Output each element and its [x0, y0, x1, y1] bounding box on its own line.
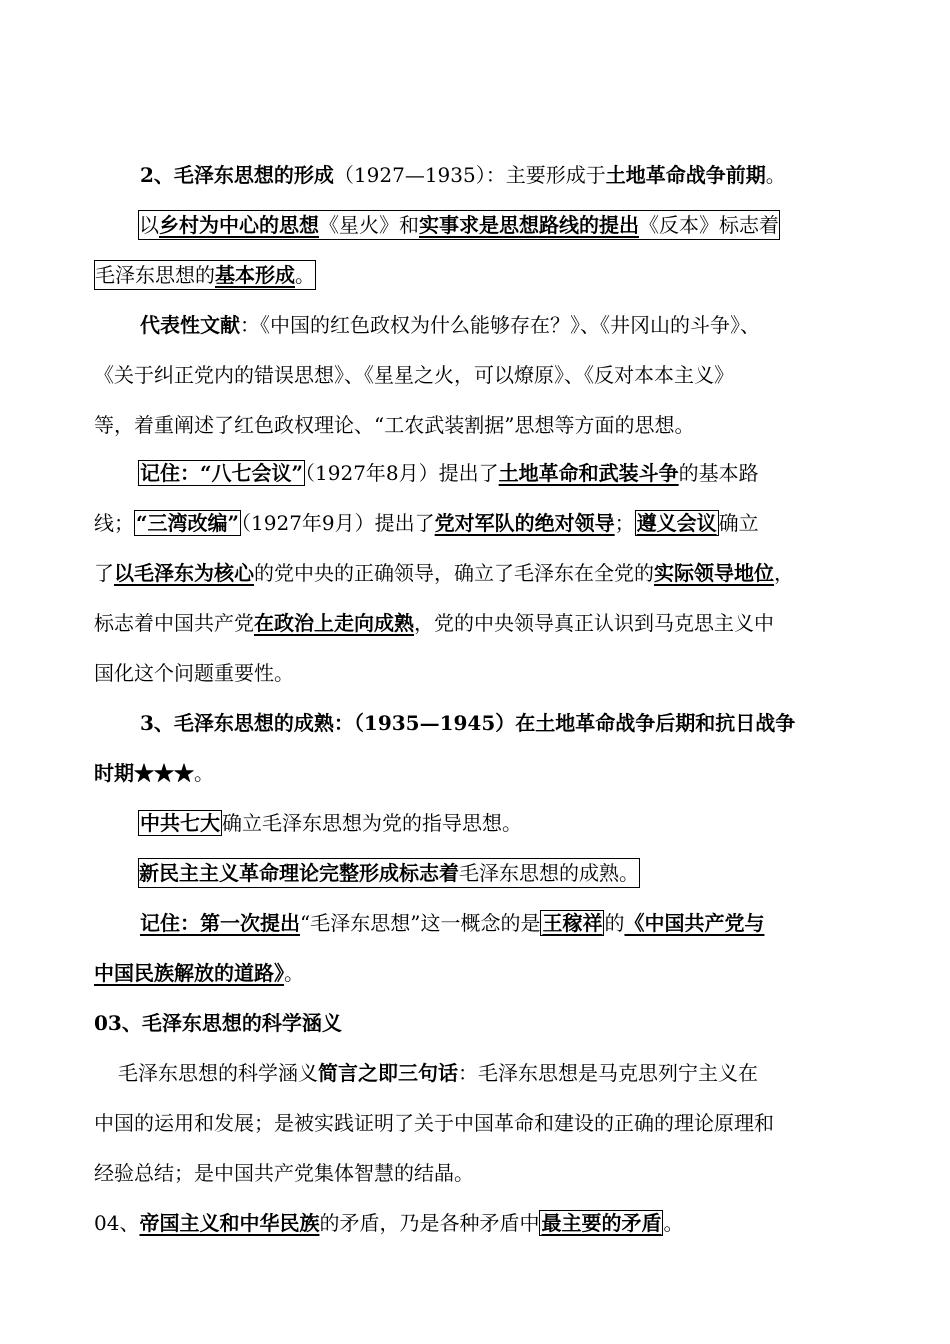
heading-text: 2、毛泽东思想的形成 — [140, 163, 334, 187]
emphasis: 实际领导地位 — [654, 561, 774, 585]
emphasis: 乡村为中心的思想 — [159, 213, 319, 237]
section-04-line: 04、帝国主义和中华民族的矛盾，乃是各种矛盾中 最主要的矛盾 。 — [94, 1211, 684, 1235]
section-03-heading: 03、毛泽东思想的科学涵义 — [94, 1011, 342, 1035]
boxed-text: 毛泽东思想的基本形成。 — [94, 260, 316, 290]
emphasis: 简言之即三句话 — [318, 1061, 458, 1085]
heading-emphasis: 土地革命战争前期 — [605, 163, 766, 187]
section-3-heading-line-1: 3、毛泽东思想的成熟：（1935—1945）在土地革命战争后期和抗日战争 — [140, 711, 796, 735]
boxed-label: 记住：“八七会议” — [140, 461, 304, 485]
section-3-heading-line-2: 时期★★★。 — [94, 761, 214, 785]
remember-line-1: 记住：“八七会议” （1927年8月）提出了土地革命和武装斗争的基本路 — [140, 461, 759, 485]
emphasis: 中国民族解放的道路》 — [94, 961, 284, 985]
meaning-line-2: 中国的运用和发展；是被实践证明了关于中国革命和建设的正确的理论原理和 — [94, 1111, 774, 1135]
boxed-line-1 — [138, 210, 950, 240]
remember-line-4: 标志着中国共产党在政治上走向成熟，党的中央领导真正认识到马克思主义中 — [94, 611, 774, 635]
label: 代表性文献 — [140, 313, 240, 337]
boxed-emphasis: 遵义会议 — [636, 511, 717, 535]
boxed-text: 以乡村为中心的思想《星火》和实事求是思想路线的提出《反本》标志着 — [138, 210, 780, 240]
boxed-label: 中共七大 — [140, 811, 220, 835]
meaning-line-1: 毛泽东思想的科学涵义简言之即三句话：毛泽东思想是马克思列宁主义在 — [118, 1061, 758, 1085]
remember-line-3: 了以毛泽东为核心的党中央的正确领导，确立了毛泽东在全党的实际领导地位， — [94, 561, 794, 585]
emphasis: 记住：第一次提出 — [140, 911, 300, 935]
section-2-heading — [140, 160, 950, 190]
emphasis: 在政治上走向成熟 — [254, 611, 414, 635]
boxed-emphasis: 最主要的矛盾 — [541, 1211, 662, 1235]
first-proposed-line-2: 中国民族解放的道路》。 — [94, 961, 304, 985]
meaning-line-3: 经验总结；是中国共产党集体智慧的结晶。 — [94, 1161, 474, 1185]
emphasis: 以毛泽东为核心 — [114, 561, 254, 585]
heading-period: （1927—1935）：主要形成于 — [333, 163, 606, 187]
representative-docs-line-3: 等，着重阐述了红色政权理论、“工农武装割据”思想等方面的思想。 — [94, 413, 695, 437]
emphasis: 土地革命和武装斗争 — [498, 461, 679, 485]
boxed-text: 新民主主义革命理论完整形成标志着毛泽东思想的成熟。 — [138, 858, 640, 888]
new-democracy-line — [138, 858, 950, 888]
emphasis: 党对军队的绝对领导 — [434, 511, 615, 535]
remember-line-2: 线； “三湾改编” （1927年9月）提出了党对军队的绝对领导； 遵义会议 确立 — [94, 511, 759, 535]
emphasis: 实事求是思想路线的提出 — [419, 213, 639, 237]
emphasis: 《中国共产党与 — [624, 911, 765, 935]
boxed-emphasis: 王稼祥 — [542, 911, 603, 935]
seventh-congress-line: 中共七大 确立毛泽东思想为党的指导思想。 — [140, 811, 522, 835]
emphasis: 基本形成 — [215, 263, 295, 287]
emphasis: 帝国主义和中华民族 — [139, 1211, 320, 1235]
punctuation: 。 — [765, 163, 786, 187]
boxed-label: “三湾改编” — [136, 511, 240, 535]
representative-docs-line-1: 代表性文献：《中国的红色政权为什么能够存在？》、《井冈山的斗争》、 — [140, 313, 760, 337]
boxed-line-2 — [94, 260, 950, 290]
first-proposed-line-1: 记住：第一次提出“毛泽东思想”这一概念的是 王稼祥 的《中国共产党与 — [140, 911, 765, 935]
remember-line-5: 国化这个问题重要性。 — [94, 661, 294, 685]
representative-docs-line-2: 《关于纠正党内的错误思想》、《星星之火，可以燎原》、《反对本本主义》 — [94, 363, 734, 387]
